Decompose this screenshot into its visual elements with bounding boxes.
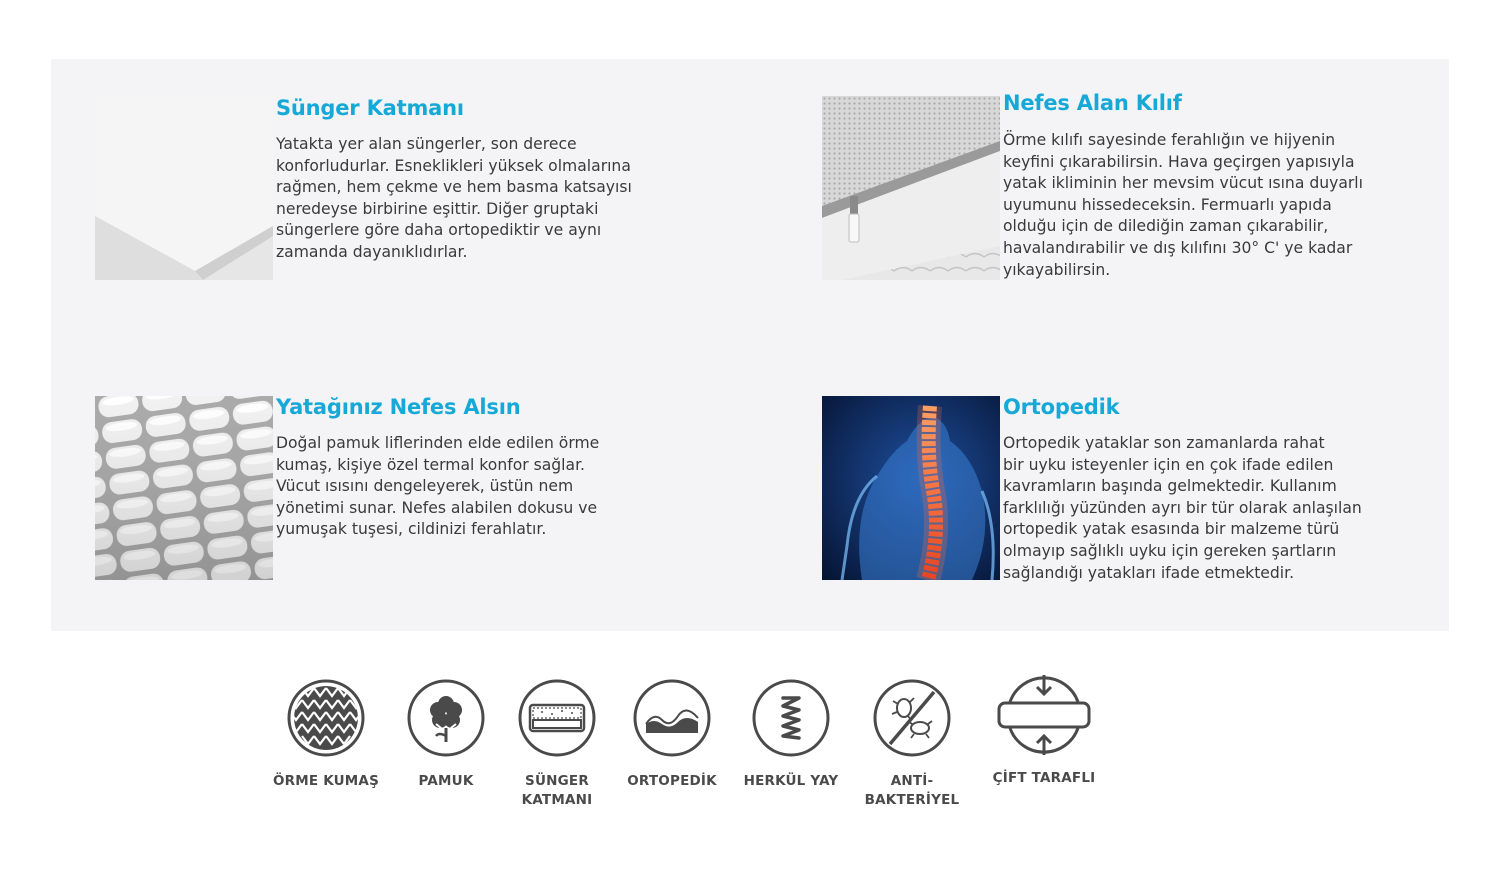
knit-fabric-icon (286, 678, 366, 758)
desc-line: uyumunu hissedeceksin. Fermuarlı yapıda (1003, 195, 1332, 214)
feature-title: Ortopedik (1003, 395, 1120, 419)
desc-line: havalandırabilir ve dış kılıfını 30° C' ye kadar (1003, 238, 1353, 257)
desc-line: zamanda dayanıklıdırlar. (276, 242, 468, 261)
badge-label-line: PAMUK (418, 773, 474, 789)
feature-description (276, 134, 676, 264)
badge-anti-bacterial (847, 678, 977, 810)
badge-label-line: KATMANI (521, 792, 593, 808)
desc-line: kavramların başında gelmektedir. Kullanım (1003, 477, 1337, 496)
badge-label (607, 772, 737, 791)
badge-label-line: ANTİ-BAKTERİYEL (864, 773, 960, 808)
badge-foam-layer (492, 678, 622, 810)
desc-line: ortopedik yatak esasında bir malzeme türü (1003, 520, 1340, 539)
double-sided-icon (994, 672, 1094, 758)
desc-line: olmayıp sağlıklı uyku için gereken şartların (1003, 541, 1337, 560)
desc-line: yönetimi sunar. Nefes alabilen dokusu ve (276, 498, 598, 517)
desc-line: konforludurlar. Esneklikleri yüksek olmalarına (276, 156, 631, 175)
orthopedic-wave-icon (632, 678, 712, 758)
badge-knit-fabric (261, 678, 391, 791)
desc-line: keyfini çıkarabilirsin. Hava geçirgen yapısıyla (1003, 152, 1355, 171)
desc-line: süngerlere göre daha ortopediktir ve aynı (276, 221, 602, 240)
desc-line: yumuşak tuşesi, cildinizi ferahlatır. (276, 520, 547, 539)
desc-line: kumaş, kişiye özel termal konfor sağlar. (276, 455, 586, 474)
desc-line: sağlandığı yatakları ifade etmektedir. (1003, 563, 1295, 582)
anti-bacterial-icon (872, 678, 952, 758)
foam-block-image (95, 96, 273, 280)
feature-description (1003, 130, 1408, 281)
zipper-cover-image (822, 96, 1000, 280)
desc-line: olduğu için de dilediğin zaman çıkarabilir, (1003, 217, 1329, 236)
feature-foam-layer (95, 96, 695, 286)
feature-breathing-mattress (95, 396, 695, 586)
badge-spring (726, 678, 856, 791)
desc-line: bir uyku isteyenler için en çok ifade edilen (1003, 455, 1334, 474)
badge-double-sided (979, 672, 1109, 788)
desc-line: Vücut ısısını dengeleyerek, üstün nem (276, 477, 574, 496)
badge-label-line: ORTOPEDİK (627, 773, 717, 789)
desc-line: farklılığı yüzünden ayrı bir tür olarak anlaşılan (1003, 498, 1362, 517)
badge-orthopedic (607, 678, 737, 791)
feature-title: Nefes Alan Kılıf (1003, 91, 1182, 115)
desc-line: rağmen, hem çekme ve hem basma katsayısı (276, 178, 632, 197)
desc-line: yıkayabilirsin. (1003, 260, 1111, 279)
features-panel (51, 59, 1449, 631)
badge-label (492, 772, 622, 810)
badge-label-line: HERKÜL YAY (743, 773, 839, 789)
badge-label (979, 769, 1109, 788)
badge-label (847, 772, 977, 810)
badge-label (726, 772, 856, 791)
feature-orthopedic (822, 396, 1422, 586)
badge-label-line: SÜNGER (525, 773, 589, 789)
feature-description (276, 433, 676, 541)
desc-line: neredeyse birbirine eşittir. Diğer gruptaki (276, 199, 599, 218)
feature-title: Yatağınız Nefes Alsın (276, 395, 521, 419)
feature-description (1003, 433, 1408, 584)
spring-coil-icon (751, 678, 831, 758)
spine-xray-image (822, 396, 1000, 580)
cotton-flower-icon (406, 678, 486, 758)
desc-line: Doğal pamuk liflerinden elde edilen örme (276, 434, 600, 452)
foam-layer-icon (517, 678, 597, 758)
badge-label (261, 772, 391, 791)
quilted-fabric-image (95, 396, 273, 580)
feature-breathable-cover (822, 91, 1422, 286)
badge-label-line: ÇİFT TARAFLI (992, 770, 1096, 786)
feature-title: Sünger Katmanı (276, 96, 464, 120)
desc-line: Ortopedik yataklar son zamanlarda rahat (1003, 434, 1325, 452)
badge-label-line: ÖRME KUMAŞ (272, 773, 380, 789)
desc-line: yatak ikliminin her mevsim vücut ısına duyarlı (1003, 174, 1363, 193)
desc-line: Örme kılıfı sayesinde ferahlığın ve hijyenin (1003, 131, 1336, 149)
desc-line: Yatakta yer alan süngerler, son derece (276, 135, 577, 153)
